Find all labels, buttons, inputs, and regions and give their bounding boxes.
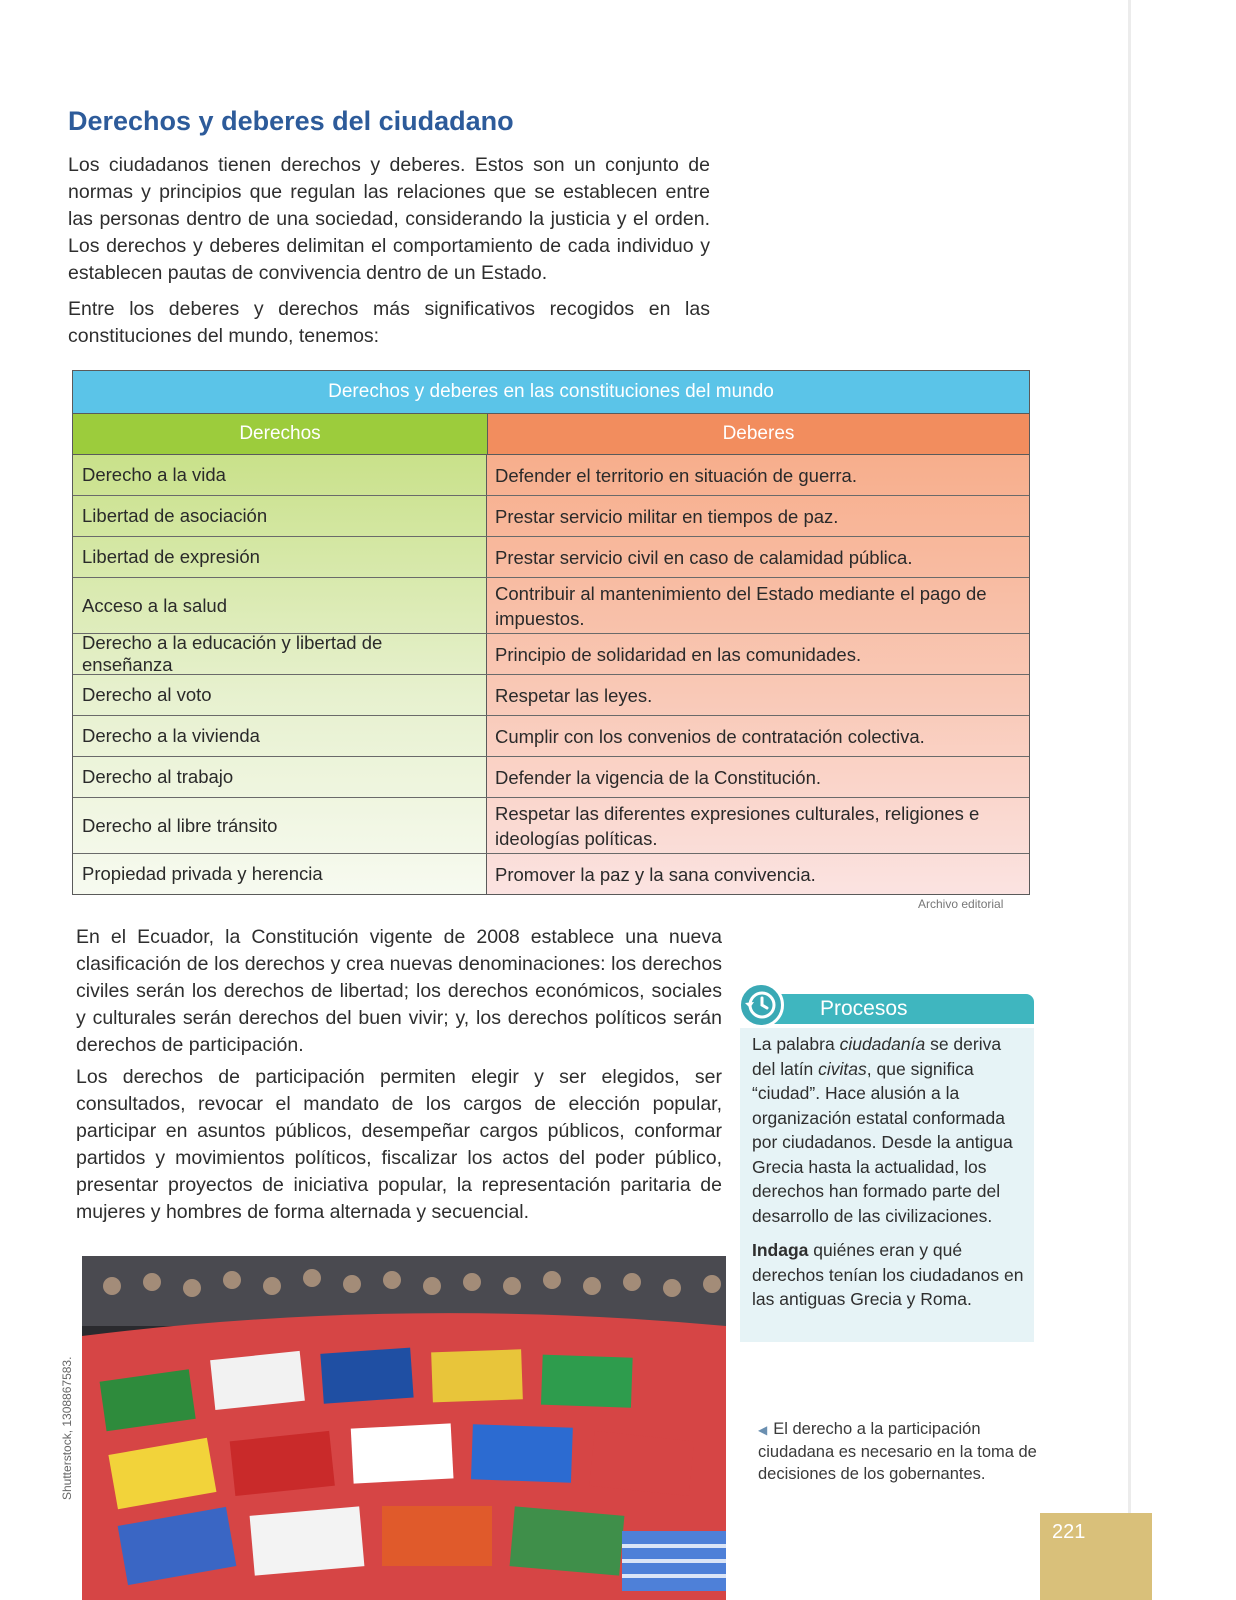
duties-column-header: Deberes (488, 414, 1029, 454)
table-title: Derechos y deberes en las constituciones del mundo (73, 371, 1029, 414)
process-inquiry: Indaga quiénes eran y qué derechos tenían los ciudadanos en las antiguas Grecia y Roma. (752, 1240, 1024, 1309)
table-row (73, 537, 1029, 578)
rights-duties-table (72, 370, 1030, 895)
process-definition: La palabra ciudadanía se deriva del latín civitas, que significa “ciudad”. Hace alusión a la organización estatal conformada por ciudadanos. Desde la antigua Grecia hasta la actualidad, los derechos han formado parte del desarrollo de las civilizaciones. (752, 1034, 1013, 1226)
duty-cell: Respetar las leyes. (495, 684, 653, 706)
body-paragraph-1: En el Ecuador, la Constitución vigente de 2008 establece una nueva clasificación de los derechos y crea nuevas denominaciones: los derechos civiles serán los derechos de libertad; los derechos económicos, sociales y culturales serán derechos del buen vivir; y, los derechos políticos serán derechos de participación. (76, 926, 722, 1056)
page-number-box (1040, 1513, 1152, 1600)
page-edge (1128, 0, 1131, 1600)
process-header (762, 994, 1034, 1024)
body-paragraph-2: Los derechos de participación permiten elegir y ser elegidos, ser consultados, revocar el mandato de los cargos de elección popular, participar en asuntos públicos, desempeñar cargos públicos, conformar partidos y movimientos políticos, fiscalizar los actos del poder público, presentar proyectos de iniciativa popular, la representación paritaria de mujeres y hombres de forma alternada y secuencial. (76, 1066, 722, 1223)
table-row (73, 757, 1029, 798)
duty-cell: Contribuir al mantenimiento del Estado mediante el pago de impuestos. (495, 582, 987, 629)
duty-cell: Promover la paz y la sana convivencia. (495, 863, 816, 885)
right-cell: Derecho al voto (73, 675, 487, 715)
table-credit: Archivo editorial (918, 897, 1004, 911)
right-cell: Derecho al libre tránsito (73, 798, 487, 853)
intro-paragraph-2: Entre los deberes y derechos más significativos recogidos en las constituciones del mundo, tenemos: (68, 298, 710, 347)
duty-cell: Defender la vigencia de la Constitución. (495, 766, 821, 788)
caption-arrow-icon: ◀ (758, 1423, 768, 1437)
right-cell: Libertad de expresión (73, 537, 487, 577)
table-row (73, 716, 1029, 757)
right-cell: Acceso a la salud (73, 578, 487, 633)
intro-paragraph-1: Los ciudadanos tienen derechos y deberes. Estos son un conjunto de normas y principios que regulan las relaciones que se establecen entre las personas dentro de una sociedad, considerando la justicia y el orden. Los derechos y deberes delimitan el comportamiento de cada individuo y establecen pautas de convivencia dentro de un Estado. (68, 154, 710, 284)
process-sidebar (738, 982, 1034, 1342)
table-row (73, 854, 1029, 894)
table-row (73, 578, 1029, 634)
photo-caption: ◀ El derecho a la participación ciudadana es necesario en la toma de decisiones de los gobernantes. (758, 1420, 1037, 1483)
duty-cell: Prestar servicio civil en caso de calamidad pública. (495, 546, 913, 568)
flags-crowd-photo (82, 1256, 726, 1600)
right-cell: Derecho a la educación y libertad de enseñanza (73, 634, 487, 674)
duty-cell: Prestar servicio militar en tiempos de paz. (495, 505, 839, 527)
right-cell: Propiedad privada y herencia (73, 854, 487, 894)
right-cell: Derecho a la vivienda (73, 716, 487, 756)
table-row (73, 675, 1029, 716)
duty-cell: Principio de solidaridad en las comunidades. (495, 643, 862, 665)
duty-cell: Cumplir con los convenios de contratación colectiva. (495, 725, 925, 747)
table-row (73, 455, 1029, 496)
rights-column-header: Derechos (73, 414, 488, 454)
page-number: 221 (1052, 1521, 1086, 1543)
process-title: Procesos (820, 997, 908, 1020)
history-clock-icon (738, 982, 784, 1028)
table-body (73, 455, 1029, 894)
right-cell: Derecho a la vida (73, 455, 487, 495)
table-row (73, 496, 1029, 537)
table-header-row (73, 414, 1029, 455)
table-row (73, 634, 1029, 675)
duty-cell: Defender el territorio en situación de guerra. (495, 464, 857, 486)
right-cell: Libertad de asociación (73, 496, 487, 536)
table-row (73, 798, 1029, 854)
section-title: Derechos y deberes del ciudadano (68, 106, 514, 136)
photo-credit: Shutterstock, 1308867583. (60, 1356, 74, 1500)
right-cell: Derecho al trabajo (73, 757, 487, 797)
process-body (740, 1028, 1034, 1342)
duty-cell: Respetar las diferentes expresiones culturales, religiones e ideologías políticas. (495, 802, 980, 849)
